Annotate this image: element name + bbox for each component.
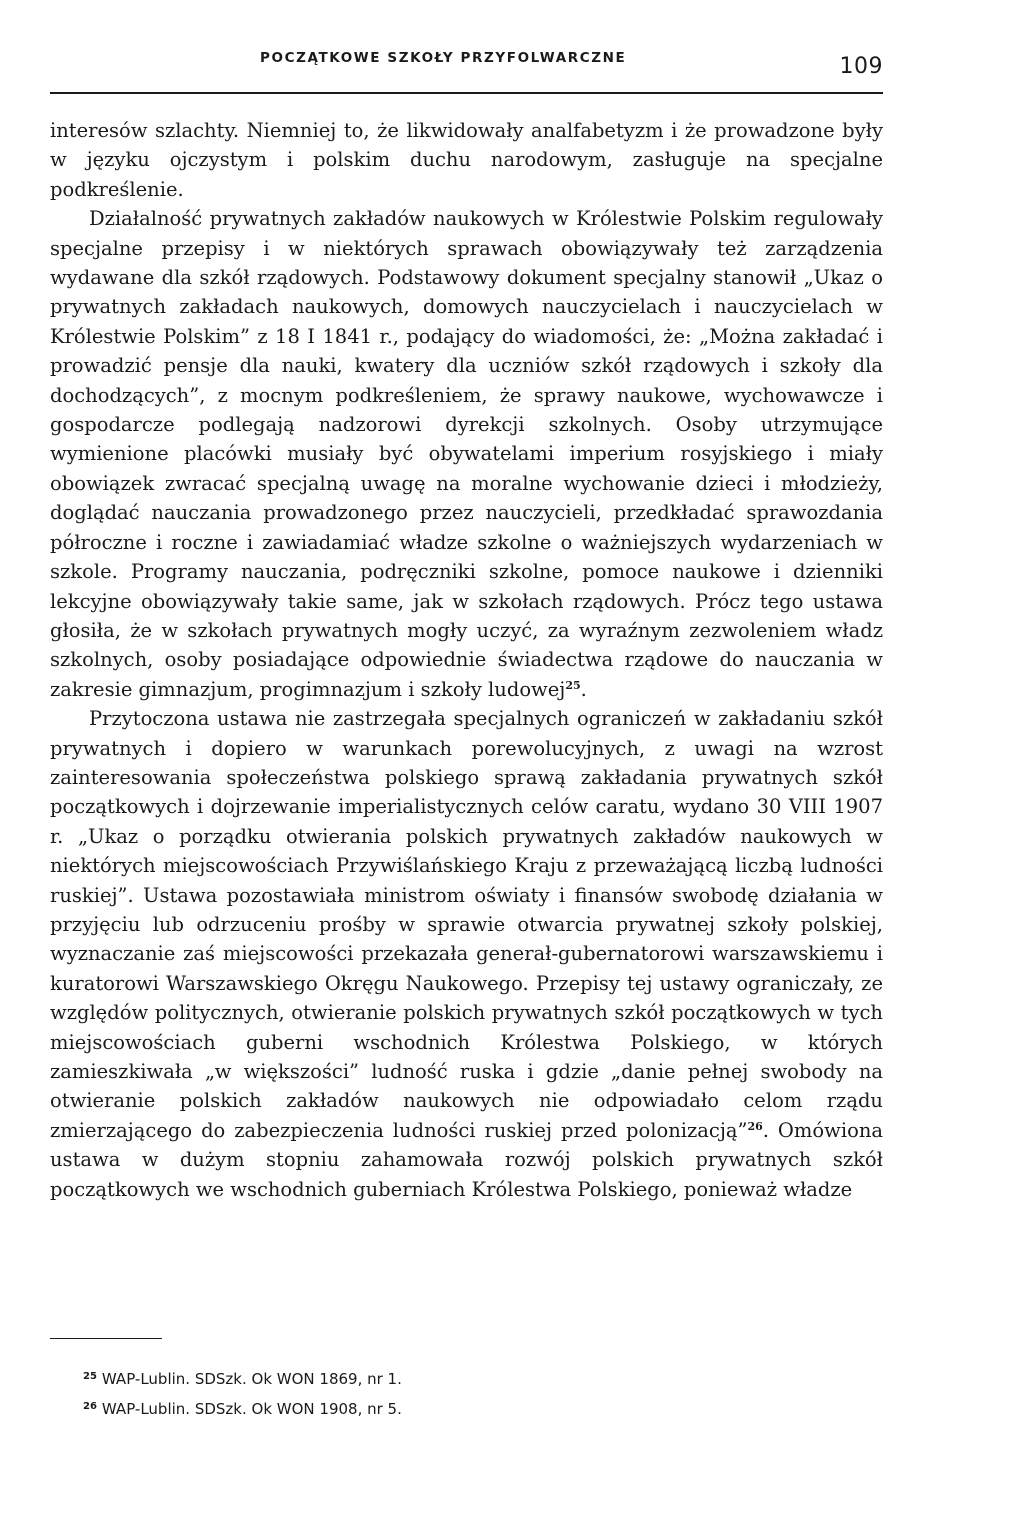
paragraph-1 [50, 116, 883, 204]
footnote-divider [50, 1338, 162, 1339]
paragraph-3-text: Przytoczona ustawa nie zastrzegała specjalnych ograniczeń w zakładaniu szkół prywatnych i dopiero w warunkach porewolucyjnych, z uwagi na wzrost zainteresowania społeczeństwa polskiego sprawą zakładania prywatnych szkół początkowych i dojrzewanie imperialistycznych celów caratu, wydano 30 VIII 1907 r. „Ukaz o porządku otwierania polskich prywatnych zakładów naukowych w niektórych miejscowościach Przywiślańskiego Kraju z przeważającą liczbą ludności ruskiej”. Ustawa pozostawiała ministrom oświaty i finansów swobodę działania w przyjęciu lub odrzuceniu prośby w sprawie otwarcia prywatnej szkoły polskiej, wyznaczanie zaś miejscowości przekazała generał-gubernatorowi warszawskiemu i kuratorowi Warszawskiego Okręgu Naukowego. Przepisy tej ustawy ograniczały, ze względów politycznych, otwieranie polskich prywatnych szkół początkowych w tych miejscowościach guberni wschodnich Królestwa Polskiego, w których zamieszkiwała „w większości” ludność ruska i gdzie „danie pełnej swobody na otwieranie polskich zakładów naukowych nie odpowiadało celom rządu zmierzającego do zabezpieczenia ludności ruskiej przed polonizacją” [50, 707, 883, 1142]
footnote-number: 26 [83, 1401, 97, 1412]
footnote-number: 25 [83, 1371, 97, 1382]
paragraph-2 [50, 204, 883, 704]
footnote-ref-26: 26 [747, 1119, 763, 1133]
page-header [50, 46, 883, 94]
footnote-text: WAP-Lublin. SDSzk. Ok WON 1869, nr 1. [101, 1370, 402, 1388]
footnote-item [83, 1363, 863, 1393]
page-number: 109 [839, 54, 883, 79]
book-page [50, 0, 883, 1514]
running-head: POCZĄTKOWE SZKOŁY PRZYFOLWARCZNE [260, 50, 627, 66]
paragraph-2-text: Działalność prywatnych zakładów naukowych w Królestwie Polskim regulowały specjalne przepisy i w niektórych sprawach obowiązywały też zarządzenia wydawane dla szkół rządowych. Podstawowy dokument specjalny stanowił „Ukaz o prywatnych zakładach naukowych, domowych nauczycielach i nauczycielach w Królestwie Polskim” z 18 I 1841 r., podający do wiadomości, że: „Można zakładać i prowadzić pensje dla nauki, kwatery dla uczniów szkół rządowych i szkoły dla dochodzących”, z mocnym podkreśleniem, że sprawy naukowe, wychowawcze i gospodarcze podlegają nadzorowi dyrekcji szkolnych. Osoby utrzymujące wymienione placówki musiały być obywatelami imperium rosyjskiego i miały obowiązek zwracać specjalną uwagę na moralne wychowanie dzieci i młodzieży, doglądać nauczania prowadzonego przez nauczycieli, przedkładać sprawozdania półroczne i roczne i zawiadamiać władze szkolne o ważniejszych wydarzeniach w szkole. Programy nauczania, podręczniki szkolne, pomoce naukowe i dzienniki lekcyjne obowiązywały takie same, jak w szkołach rządowych. Prócz tego ustawa głosiła, że w szkołach prywatnych mogły uczyć, za wyraźnym zezwoleniem władz szkolnych, osoby posiadające odpowiednie świadectwa rządowe do nauczania w zakresie gimnazjum, progimnazjum i szkoły ludowej [50, 207, 883, 701]
paragraph-2-end: . [580, 677, 587, 701]
paragraph-3 [50, 704, 883, 1204]
paragraph-3-end: . Omówiona ustawa w dużym stopniu zahamowała rozwój polskich prywatnych szkół początkowych we wschodnich guberniach Królestwa Polskiego, ponieważ władze [50, 1118, 883, 1201]
footnote-text: WAP-Lublin. SDSzk. Ok WON 1908, nr 5. [101, 1400, 402, 1418]
footnote-item [83, 1393, 863, 1423]
footnotes [83, 1363, 863, 1423]
body-text [50, 116, 883, 1204]
paragraph-1-text: interesów szlachty. Niemniej to, że likwidowały analfabetyzm i że prowadzone były w języku ojczystym i polskim duchu narodowym, zasługuje na specjalne podkreślenie. [50, 119, 883, 201]
footnote-ref-25: 25 [565, 678, 581, 692]
